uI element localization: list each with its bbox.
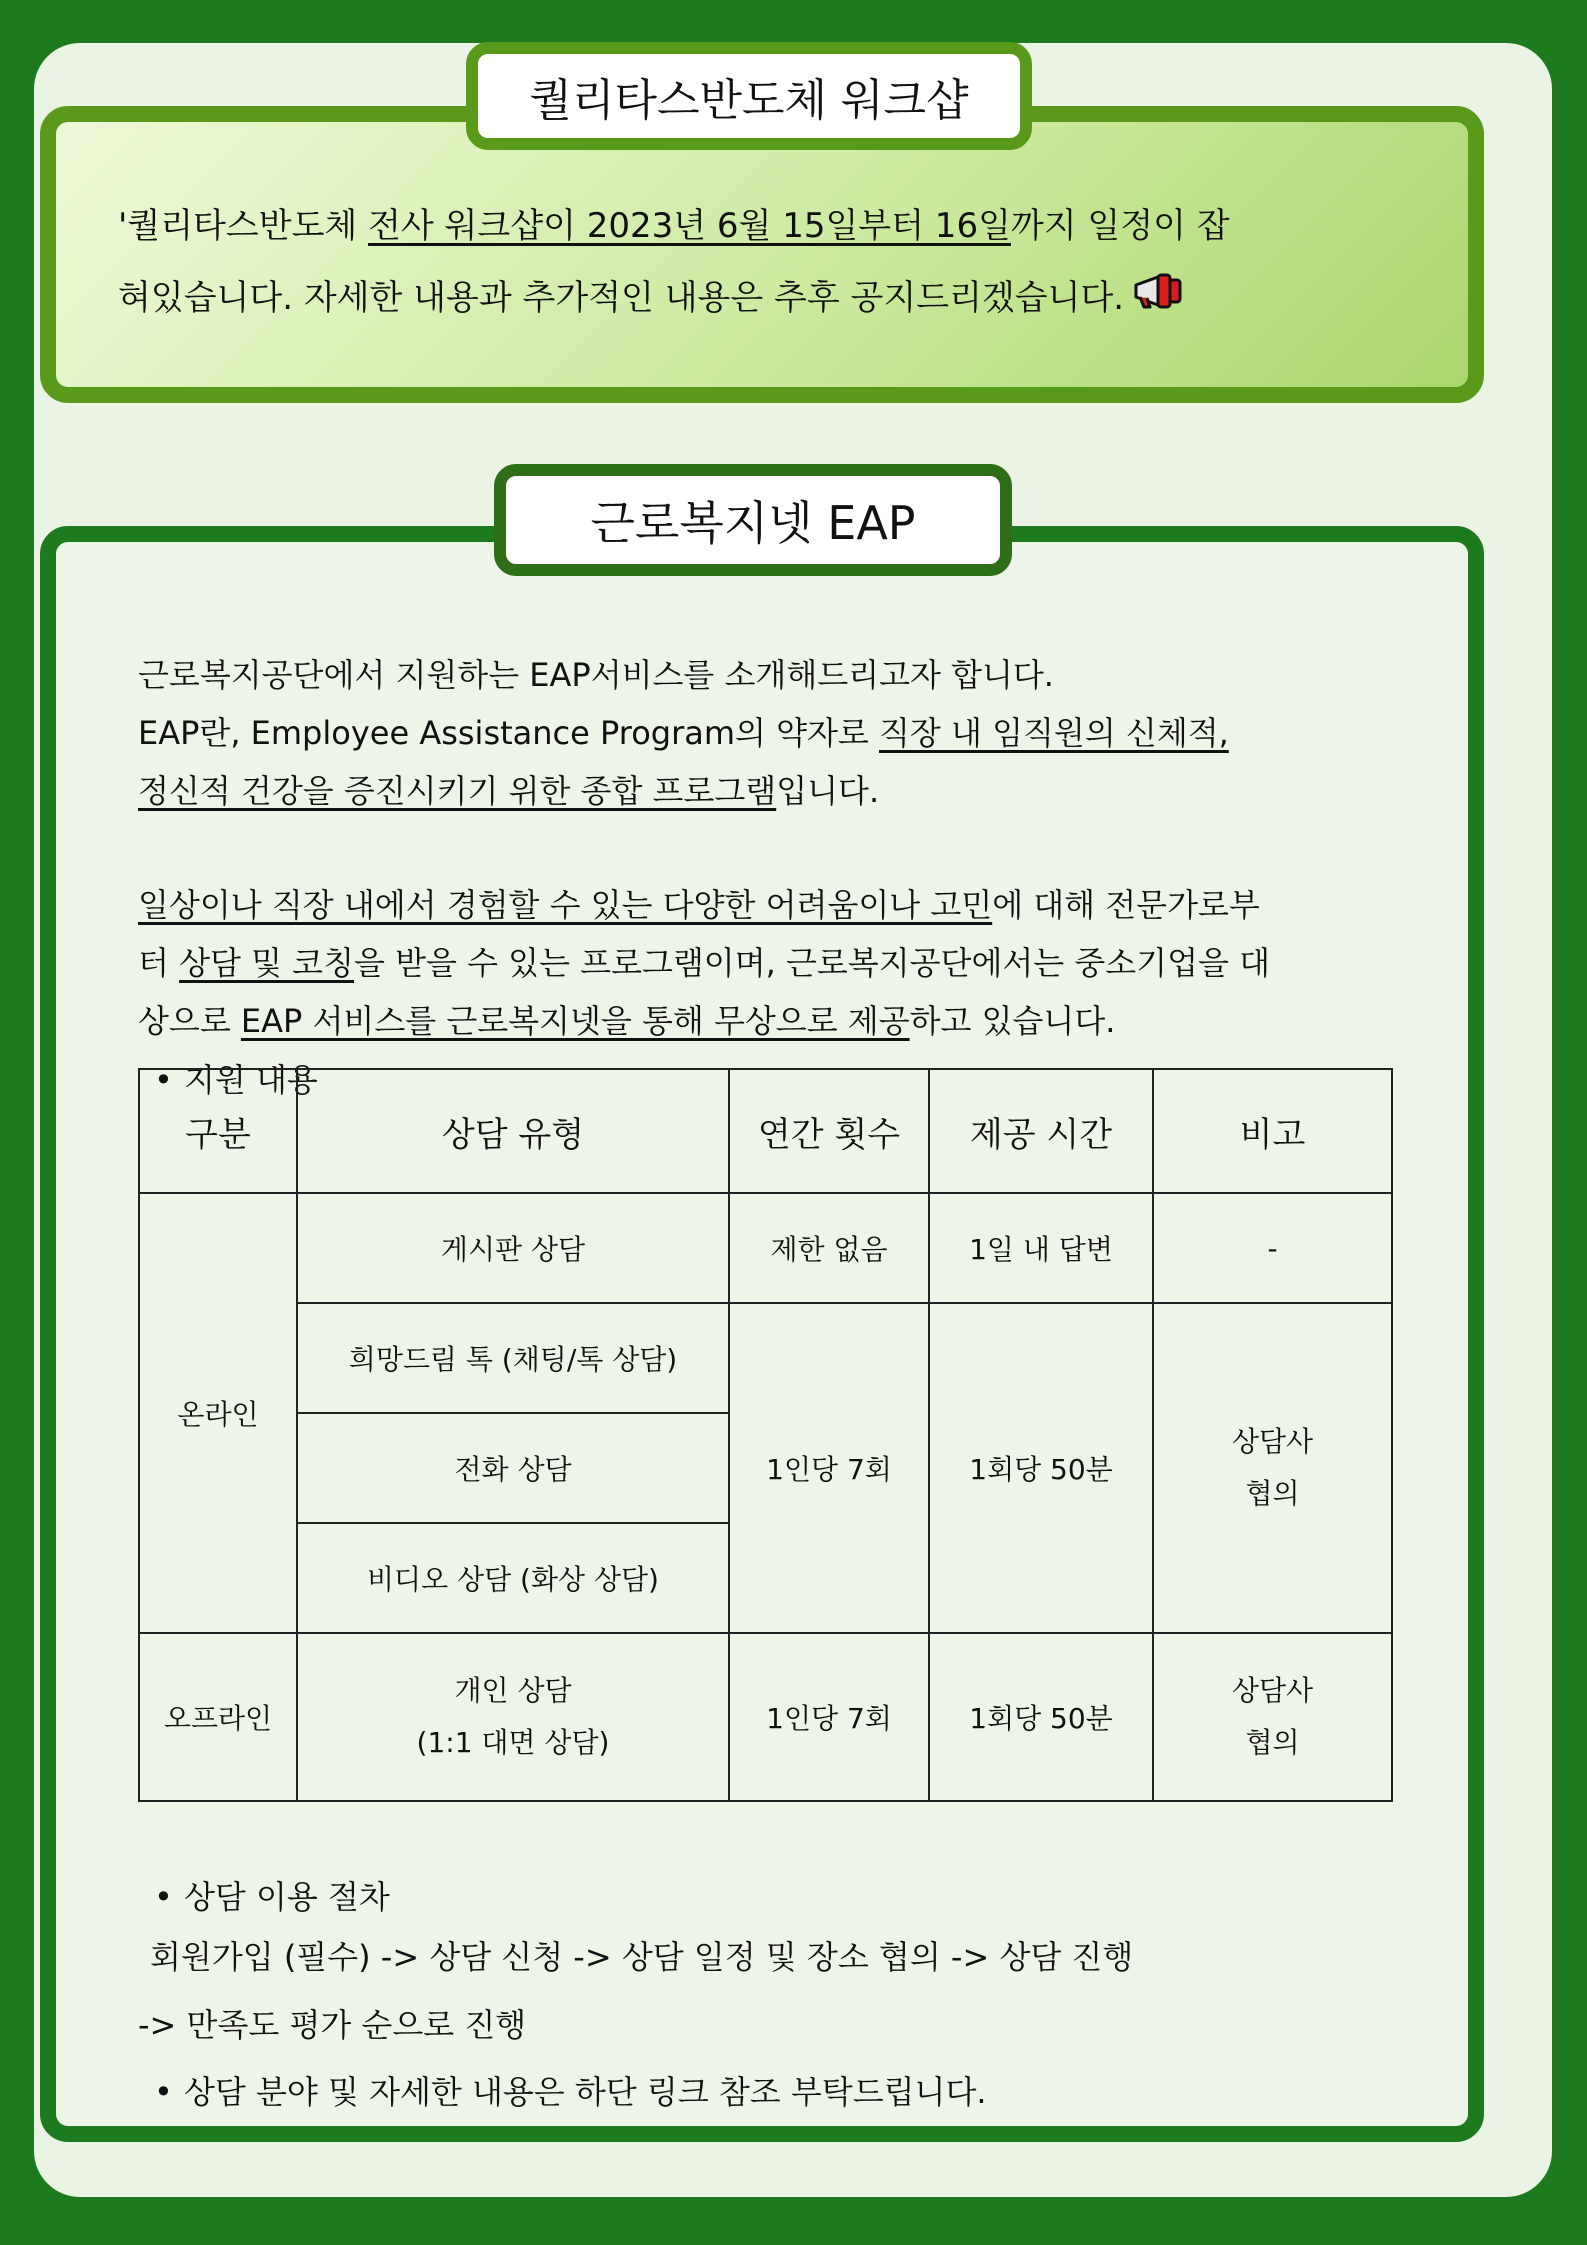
workshop-title: 퀄리타스반도체 워크샵 — [466, 42, 1032, 150]
table-cell: 비디오 상담 (화상 상담) — [297, 1523, 729, 1633]
table-header: 비고 — [1153, 1069, 1392, 1193]
table-cell: 1회당 50분 — [929, 1303, 1153, 1633]
category-offline: 오프라인 — [139, 1633, 297, 1801]
table-cell: 1인당 7회 — [729, 1633, 929, 1801]
workshop-date-highlight: 전사 워크샵이 2023년 6월 15일부터 16일 — [368, 206, 1011, 246]
support-table — [138, 1068, 1393, 1802]
eap-description: 일상이나 직장 내에서 경험할 수 있는 다양한 어려움이나 고민에 대해 전문가로부 터 상담 및 코칭을 받을 수 있는 프로그램이며, 근로복지공단에서는 중소기업을 대 상으로 EAP 서비스를 근로복지넷을 통해 무상으로 제공하고 있습니다. — [138, 886, 1271, 1040]
table-row — [139, 1633, 1392, 1801]
bullet-more: • 상담 분야 및 자세한 내용은 하단 링크 참조 부탁드립니다. — [184, 2064, 987, 2120]
bullet-support: • 지원 내용 — [184, 1056, 318, 1104]
table-cell: 제한 없음 — [729, 1193, 929, 1303]
workshop-line-2: 혀있습니다. 자세한 내용과 추가적인 내용은 추후 공지드리겠습니다. — [118, 262, 1418, 336]
table-row — [139, 1303, 1392, 1413]
table-row — [139, 1193, 1392, 1303]
table-header-row — [139, 1069, 1392, 1193]
bullet-process: • 상담 이용 절차 — [184, 1872, 390, 1922]
process-line-2: -> 만족도 평가 순으로 진행 — [138, 2006, 527, 2044]
table-cell: 1인당 7회 — [729, 1303, 929, 1633]
table-cell: 1일 내 답변 — [929, 1193, 1153, 1303]
workshop-line-1: '퀄리타스반도체 전사 워크샵이 2023년 6월 15일부터 16일까지 일정이 잡 — [118, 206, 1230, 246]
megaphone-icon — [1130, 264, 1186, 336]
eap-intro: 근로복지공단에서 지원하는 EAP서비스를 소개해드리고자 합니다. EAP란, Employee Assistance Program의 약자로 직장 내 임직원의 신체적, 정신적 건강을 증진시키기 위한 종합 프로그램입니다. — [138, 656, 1229, 810]
category-online: 온라인 — [139, 1193, 297, 1633]
table-cell: 상담사 협의 — [1153, 1633, 1392, 1801]
table-header: 구분 — [139, 1069, 297, 1193]
eap-title: 근로복지넷 EAP — [494, 464, 1012, 576]
process-line-1: 회원가입 (필수) -> 상담 신청 -> 상담 일정 및 장소 협의 -> 상담 진행 — [150, 1938, 1134, 1976]
table-cell: 상담사 협의 — [1153, 1303, 1392, 1633]
table-cell: 게시판 상담 — [297, 1193, 729, 1303]
table-cell: 개인 상담 (1:1 대면 상담) — [297, 1633, 729, 1801]
table-header: 제공 시간 — [929, 1069, 1153, 1193]
table-cell: 전화 상담 — [297, 1413, 729, 1523]
table-header: 연간 횟수 — [729, 1069, 929, 1193]
table-header: 상담 유형 — [297, 1069, 729, 1193]
table-cell: 희망드림 톡 (채팅/톡 상담) — [297, 1303, 729, 1413]
workshop-body — [118, 190, 1418, 336]
table-cell: 1회당 50분 — [929, 1633, 1153, 1801]
table-cell: - — [1153, 1193, 1392, 1303]
